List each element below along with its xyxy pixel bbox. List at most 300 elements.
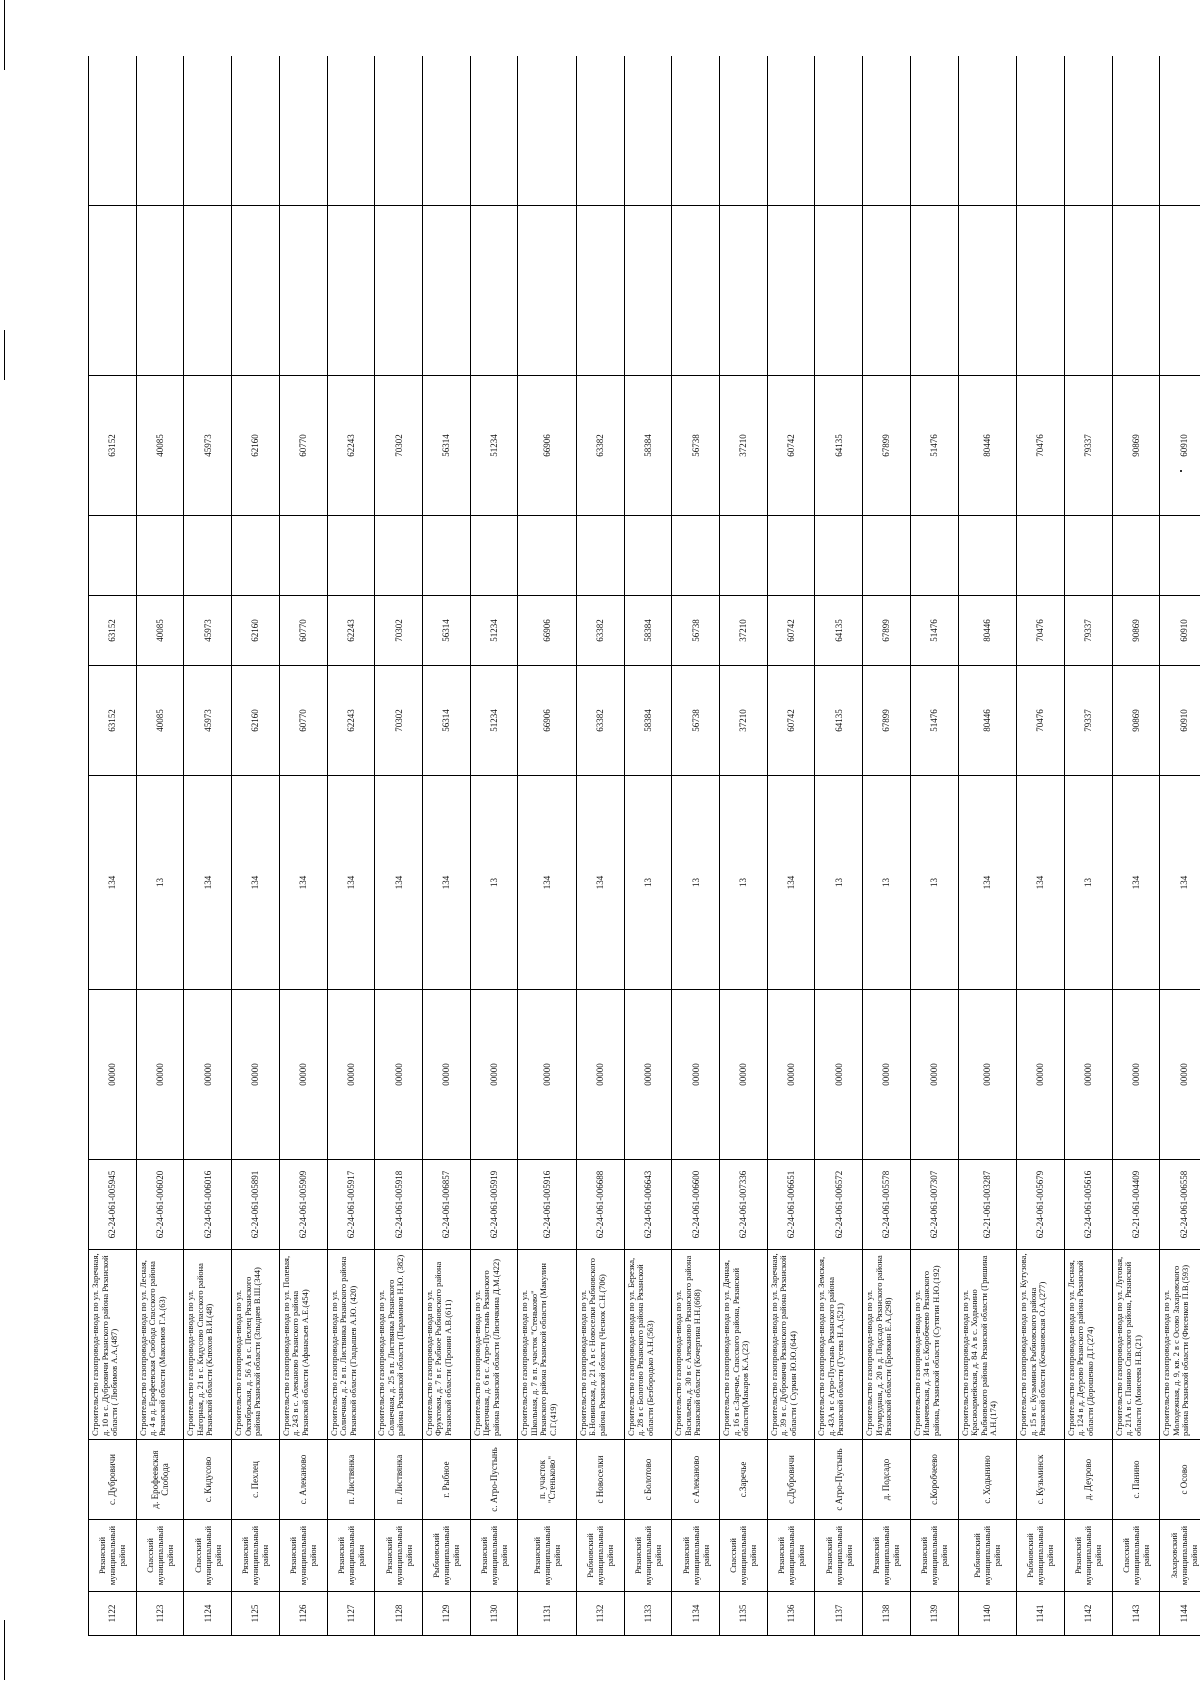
amount-cell-2: 40085 [136, 596, 184, 666]
amount-cell-2: 37210 [720, 596, 768, 666]
description-cell: Строительство газопровода-ввода по ул. Лесная, д. 4 в д. Ерофеевская Слобода Спасского района Рязанской области (Максимов Г.А.(63) [136, 1250, 184, 1440]
empty-cell [184, 206, 232, 376]
empty-cell [1064, 56, 1112, 206]
amount-cell-1: 40085 [136, 666, 184, 776]
empty-cell [910, 206, 958, 376]
empty-cell [375, 516, 423, 596]
table-row [232, 56, 280, 1636]
amount-cell-3: 70302 [375, 376, 423, 516]
empty-cell [767, 56, 815, 206]
district-cell: Рыбновский муниципальный район [422, 1520, 470, 1592]
locality-cell: п. участок "Стеньково" [518, 1440, 577, 1520]
amount-cell-2: 80446 [958, 596, 1017, 666]
district-cell: Спасский муниципальный район [136, 1520, 184, 1592]
district-cell: Рязанский муниципальный район [672, 1520, 720, 1592]
description-cell: Строительство газопровода-ввода по ул. Красноармейская, д. 84 А в с. Ходынино Рыбновского района Рязанской области (Гришина А.Н.(174) [958, 1250, 1017, 1440]
code-cell: 00000 [1160, 990, 1200, 1160]
kv-cell: 13 [815, 776, 863, 990]
cadastral-number-cell: 62-24-061-005909 [279, 1160, 327, 1250]
table-row [672, 56, 720, 1636]
amount-cell-2: 62243 [327, 596, 375, 666]
amount-cell-1: 62160 [232, 666, 280, 776]
empty-cell [863, 516, 911, 596]
scan-margin-line [4, 0, 5, 70]
amount-cell-1: 67899 [863, 666, 911, 776]
cadastral-number-cell: 62-24-061-005918 [375, 1160, 423, 1250]
amount-cell-2: 62160 [232, 596, 280, 666]
cadastral-number-cell: 62-24-061-005578 [863, 1160, 911, 1250]
empty-cell [518, 56, 577, 206]
table-row [576, 56, 624, 1636]
cadastral-number-cell: 62-24-061-006643 [624, 1160, 672, 1250]
amount-cell-2: 60770 [279, 596, 327, 666]
description-cell: Строительство газопровода-ввода по ул. Фруктовая, д. 7 в г. Рыбное Рыбновского района Рязанской области (Пронин А.В.(611) [422, 1250, 470, 1440]
code-cell: 00000 [672, 990, 720, 1160]
rotated-page [88, 56, 1200, 1636]
table-row [470, 56, 518, 1636]
amount-cell-1: 60910 [1160, 666, 1200, 776]
empty-cell [1160, 206, 1200, 376]
description-cell: Строительство газопровода-ввода по ул. Ильичевская, д. 34 в с.Коробчеево Рязанского района, Рязанской области (Сутягин Н.Ю.(192) [910, 1250, 958, 1440]
code-cell: 00000 [910, 990, 958, 1160]
cadastral-number-cell: 62-24-061-006688 [576, 1160, 624, 1250]
empty-cell [136, 516, 184, 596]
district-cell: Спасский муниципальный район [184, 1520, 232, 1592]
empty-cell [518, 206, 577, 376]
amount-cell-1: 80446 [958, 666, 1017, 776]
locality-cell: с. Алеканово [279, 1440, 327, 1520]
amount-cell-3: 67899 [863, 376, 911, 516]
empty-cell [184, 516, 232, 596]
kv-cell: 134 [767, 776, 815, 990]
district-cell: Рязанский муниципальный район [1064, 1520, 1112, 1592]
cadastral-number-cell: 62-24-061-006016 [184, 1160, 232, 1250]
amount-cell-1: 56314 [422, 666, 470, 776]
code-cell: 00000 [576, 990, 624, 1160]
empty-cell [1112, 56, 1160, 206]
table-row [815, 56, 863, 1636]
amount-cell-1: 63382 [576, 666, 624, 776]
empty-cell [422, 56, 470, 206]
empty-cell [1064, 206, 1112, 376]
locality-cell: с. Кидусово [184, 1440, 232, 1520]
empty-cell [624, 56, 672, 206]
scan-margin-line [4, 1620, 5, 1680]
cadastral-number-cell: 62-24-061-006600 [672, 1160, 720, 1250]
description-cell: Строительство газопровода-ввода по ул. Солнечная, д. 25 в п. Листвянка Рязанского района Рязанской области (Парамонов Н.Ю. (382) [375, 1250, 423, 1440]
amount-cell-1: 64135 [815, 666, 863, 776]
description-cell: Строительство газопровода-ввода по ул. Заречная, д. 10 в с. Дубровичи Рязанского района Рязанской области ( Любимов А.А.(487) [89, 1250, 137, 1440]
empty-cell [576, 206, 624, 376]
locality-cell: д. Подсадо [863, 1440, 911, 1520]
amount-cell-3: 62243 [327, 376, 375, 516]
empty-cell [910, 516, 958, 596]
cadastral-number-cell: 62-24-061-005917 [327, 1160, 375, 1250]
locality-cell: с. Агро-Пустынь [470, 1440, 518, 1520]
code-cell: 00000 [624, 990, 672, 1160]
empty-cell [1160, 516, 1200, 596]
empty-cell [767, 516, 815, 596]
empty-cell [184, 56, 232, 206]
code-cell: 00000 [863, 990, 911, 1160]
empty-cell [327, 516, 375, 596]
code-cell: 00000 [327, 990, 375, 1160]
kv-cell: 134 [1160, 776, 1200, 990]
description-cell: Строительство газопровода-ввода по ул. Кутузова, д. 15 в с. Кузьминск Рыбновского района Рязанской области (Кочановская О.А.(277) [1017, 1250, 1065, 1440]
kv-cell: 13 [910, 776, 958, 990]
empty-cell [720, 516, 768, 596]
empty-cell [672, 516, 720, 596]
code-cell: 00000 [815, 990, 863, 1160]
row-number: 1144 [1160, 1592, 1200, 1636]
locality-cell: с Осово [1160, 1440, 1200, 1520]
table-row [422, 56, 470, 1636]
kv-cell: 13 [720, 776, 768, 990]
empty-cell [279, 56, 327, 206]
empty-cell [232, 516, 280, 596]
table-row [1160, 56, 1200, 1636]
row-number: 1127 [327, 1592, 375, 1636]
table-row [767, 56, 815, 1636]
table-row [89, 56, 137, 1636]
amount-cell-2: 79337 [1064, 596, 1112, 666]
amount-cell-2: 63152 [89, 596, 137, 666]
row-number: 1123 [136, 1592, 184, 1636]
row-number: 1137 [815, 1592, 863, 1636]
cadastral-number-cell: 62-24-061-007307 [910, 1160, 958, 1250]
row-number: 1128 [375, 1592, 423, 1636]
empty-cell [910, 56, 958, 206]
locality-cell: с Алеканово [672, 1440, 720, 1520]
amount-cell-3: 60770 [279, 376, 327, 516]
amount-cell-2: 51234 [470, 596, 518, 666]
amount-cell-3: 90869 [1112, 376, 1160, 516]
empty-cell [624, 206, 672, 376]
description-cell: Строительство газопровода-ввода по ул. Березка, д. 28 в с Болотово Рязанского района Рязанской области (Безбородько А.Н.(563) [624, 1250, 672, 1440]
locality-cell: с Болотово [624, 1440, 672, 1520]
district-cell: Рязанский муниципальный район [279, 1520, 327, 1592]
amount-cell-1: 51234 [470, 666, 518, 776]
amount-cell-1: 79337 [1064, 666, 1112, 776]
amount-cell-3: 63152 [89, 376, 137, 516]
kv-cell: 134 [1112, 776, 1160, 990]
locality-cell: с. Пехлец [232, 1440, 280, 1520]
amount-cell-2: 51476 [910, 596, 958, 666]
amount-cell-3: 60910 [1160, 376, 1200, 516]
empty-cell [672, 206, 720, 376]
amount-cell-1: 51476 [910, 666, 958, 776]
amount-cell-3: 80446 [958, 376, 1017, 516]
row-number: 1133 [624, 1592, 672, 1636]
amount-cell-1: 37210 [720, 666, 768, 776]
cadastral-number-cell: 62-24-061-005891 [232, 1160, 280, 1250]
amount-cell-3: 56314 [422, 376, 470, 516]
amount-cell-1: 63152 [89, 666, 137, 776]
cadastral-number-cell: 62-24-061-006558 [1160, 1160, 1200, 1250]
amount-cell-2: 45973 [184, 596, 232, 666]
kv-cell: 13 [672, 776, 720, 990]
amount-cell-2: 56738 [672, 596, 720, 666]
amount-cell-3: 66906 [518, 376, 577, 516]
kv-cell: 13 [470, 776, 518, 990]
amount-cell-1: 90869 [1112, 666, 1160, 776]
empty-cell [767, 206, 815, 376]
district-cell: Рязанский муниципальный район [375, 1520, 423, 1592]
locality-cell: п. Листвянка [327, 1440, 375, 1520]
table-row [279, 56, 327, 1636]
table-row [863, 56, 911, 1636]
row-number: 1131 [518, 1592, 577, 1636]
row-number: 1142 [1064, 1592, 1112, 1636]
description-cell: Строительство газопровода-ввода по ул. Солнечная, д. 2 в п. Листвянка Рязанского района Рязанской области (Гладышев А.Ю. (420) [327, 1250, 375, 1440]
row-number: 1124 [184, 1592, 232, 1636]
empty-cell [1160, 56, 1200, 206]
empty-cell [1112, 206, 1160, 376]
district-cell: Рыбновский муниципальный район [958, 1520, 1017, 1592]
empty-cell [624, 516, 672, 596]
locality-cell: с. Кузьминск [1017, 1440, 1065, 1520]
locality-cell: с. Дубровичи [89, 1440, 137, 1520]
table-row [1064, 56, 1112, 1636]
locality-cell: с Новоселки [576, 1440, 624, 1520]
row-number: 1138 [863, 1592, 911, 1636]
code-cell: 00000 [1064, 990, 1112, 1160]
amount-cell-3: 58384 [624, 376, 672, 516]
district-cell: Рязанский муниципальный район [327, 1520, 375, 1592]
district-cell: Рязанский муниципальный район [470, 1520, 518, 1592]
description-cell: Строительство газопровода-ввода по ул. Земская, д. 43А в с Агро-Пустынь Рязанского района Рязанской области (Гусева Н.А.(521) [815, 1250, 863, 1440]
locality-cell: с.Коробчеево [910, 1440, 958, 1520]
amount-cell-2: 70476 [1017, 596, 1065, 666]
row-number: 1135 [720, 1592, 768, 1636]
kv-cell: 134 [576, 776, 624, 990]
row-number: 1140 [958, 1592, 1017, 1636]
row-number: 1134 [672, 1592, 720, 1636]
kv-cell: 134 [279, 776, 327, 990]
amount-cell-1: 70302 [375, 666, 423, 776]
kv-cell: 134 [1017, 776, 1065, 990]
amount-cell-2: 66906 [518, 596, 577, 666]
code-cell: 00000 [232, 990, 280, 1160]
amount-cell-3: 79337 [1064, 376, 1112, 516]
kv-cell: 134 [958, 776, 1017, 990]
description-cell: Строительство газопровода-ввода по ул. Васильева, д. 30 в с Алеканово Рязанского района Рязанской области (Кочергина Н.Н.(668) [672, 1250, 720, 1440]
amount-cell-2: 60742 [767, 596, 815, 666]
cadastral-number-cell: 62-21-061-004409 [1112, 1160, 1160, 1250]
district-cell: Рязанский муниципальный район [518, 1520, 577, 1592]
district-cell: Рязанский муниципальный район [624, 1520, 672, 1592]
empty-cell [1017, 56, 1065, 206]
empty-cell [815, 206, 863, 376]
description-cell: Строительство газопровода-ввода по ул. Заречная, д. 39 в с. Дубровичи Рязанского района Рязанской области ( Суркин Ю.Ю.(644) [767, 1250, 815, 1440]
document-sheet [88, 56, 1200, 1636]
empty-cell [136, 56, 184, 206]
code-cell: 00000 [720, 990, 768, 1160]
amount-cell-3: 70476 [1017, 376, 1065, 516]
row-number: 1125 [232, 1592, 280, 1636]
code-cell: 00000 [136, 990, 184, 1160]
amount-cell-3: 56738 [672, 376, 720, 516]
code-cell: 00000 [1112, 990, 1160, 1160]
empty-cell [422, 516, 470, 596]
amount-cell-3: 60742 [767, 376, 815, 516]
scan-margin-line [4, 330, 5, 380]
kv-cell: 134 [232, 776, 280, 990]
amount-cell-2: 60910 [1160, 596, 1200, 666]
code-cell: 00000 [767, 990, 815, 1160]
empty-cell [863, 56, 911, 206]
empty-cell [518, 516, 577, 596]
empty-cell [672, 56, 720, 206]
empty-cell [136, 206, 184, 376]
cadastral-number-cell: 62-24-061-006020 [136, 1160, 184, 1250]
code-cell: 00000 [184, 990, 232, 1160]
cadastral-number-cell: 62-24-061-006857 [422, 1160, 470, 1250]
amount-cell-2: 67899 [863, 596, 911, 666]
table-row [1112, 56, 1160, 1636]
empty-cell [815, 516, 863, 596]
row-number: 1130 [470, 1592, 518, 1636]
empty-cell [232, 56, 280, 206]
empty-cell [720, 206, 768, 376]
district-cell: Рязанский муниципальный район [910, 1520, 958, 1592]
empty-cell [470, 206, 518, 376]
empty-cell [863, 206, 911, 376]
empty-cell [327, 206, 375, 376]
amount-cell-1: 60770 [279, 666, 327, 776]
cadastral-number-cell: 62-24-061-007336 [720, 1160, 768, 1250]
code-cell: 00000 [422, 990, 470, 1160]
row-number: 1132 [576, 1592, 624, 1636]
description-cell: Строительство газопровода-ввода по ул. Цветочная, д. 6 в с. Агро-Пустынь Рязанского района Рязанской области (Лисичкина Д.М.(422) [470, 1250, 518, 1440]
code-cell: 00000 [1017, 990, 1065, 1160]
kv-cell: 134 [375, 776, 423, 990]
table-body [89, 56, 1200, 1636]
kv-cell: 134 [184, 776, 232, 990]
empty-cell [1064, 516, 1112, 596]
code-cell: 00000 [375, 990, 423, 1160]
amount-cell-2: 70302 [375, 596, 423, 666]
cadastral-number-cell: 62-24-061-006651 [767, 1160, 815, 1250]
empty-cell [375, 56, 423, 206]
description-cell: Строительство газопровода-ввода по ул. Октябрьская, д. 56 А в с. Пехлец Рязанского района Рязанской области (Злыднев В.Ш.(344) [232, 1250, 280, 1440]
amount-cell-3: 45973 [184, 376, 232, 516]
locality-cell: с. Ходынино [958, 1440, 1017, 1520]
cadastral-number-cell: 62-24-061-006572 [815, 1160, 863, 1250]
amount-cell-2: 90869 [1112, 596, 1160, 666]
table-row [1017, 56, 1065, 1636]
empty-cell [958, 516, 1017, 596]
description-cell: Строительство газопровода-ввода по ул. Лесная, д. 124 в д. Деурово Рязанского района Рязанской области (Дорошенко Д.Г.(274) [1064, 1250, 1112, 1440]
table-row [910, 56, 958, 1636]
cadastral-number-cell: 62-21-061-003287 [958, 1160, 1017, 1250]
kv-cell: 134 [422, 776, 470, 990]
amount-cell-1: 70476 [1017, 666, 1065, 776]
description-cell: Строительство газопровода-ввода по ул. Луговая, д. 21А в с. Панино Спасского района, Рязанской области (Моисеева Н.В.(21) [1112, 1250, 1160, 1440]
cadastral-number-cell: 62-24-061-005616 [1064, 1160, 1112, 1250]
row-number: 1141 [1017, 1592, 1065, 1636]
gas-connection-table [88, 56, 1200, 1636]
description-cell: Строительство газопровода-ввода по ул. Полевая, д. 243 в с. Алеканово Рязанского района Рязанской области (Афанасьев А.Е.(454) [279, 1250, 327, 1440]
empty-cell [375, 206, 423, 376]
empty-cell [958, 206, 1017, 376]
district-cell: Рязанский муниципальный район [89, 1520, 137, 1592]
amount-cell-3: 64135 [815, 376, 863, 516]
cadastral-number-cell: 62-24-061-005945 [89, 1160, 137, 1250]
code-cell: 00000 [518, 990, 577, 1160]
district-cell: Рязанский муниципальный район [863, 1520, 911, 1592]
empty-cell [720, 56, 768, 206]
amount-cell-1: 56738 [672, 666, 720, 776]
row-number: 1126 [279, 1592, 327, 1636]
description-cell: Строительство газопровода-ввода по ул. Нагорная, д. 21 в с. Кидусово Спасского района Рязанской области (Клюхов В.И.(48) [184, 1250, 232, 1440]
cadastral-number-cell: 62-24-061-005679 [1017, 1160, 1065, 1250]
district-cell: Рязанский муниципальный район [767, 1520, 815, 1592]
code-cell: 00000 [470, 990, 518, 1160]
empty-cell [327, 56, 375, 206]
kv-cell: 13 [136, 776, 184, 990]
row-number: 1122 [89, 1592, 137, 1636]
locality-cell: д. Ерофеевская Слобода [136, 1440, 184, 1520]
amount-cell-2: 63382 [576, 596, 624, 666]
row-number: 1143 [1112, 1592, 1160, 1636]
amount-cell-1: 60742 [767, 666, 815, 776]
table-row [375, 56, 423, 1636]
kv-cell: 134 [518, 776, 577, 990]
empty-cell [1017, 206, 1065, 376]
empty-cell [89, 516, 137, 596]
amount-cell-3: 51234 [470, 376, 518, 516]
row-number: 1136 [767, 1592, 815, 1636]
district-cell: Захаровский муниципальный район [1160, 1520, 1200, 1592]
row-number: 1129 [422, 1592, 470, 1636]
amount-cell-3: 63382 [576, 376, 624, 516]
description-cell: Строительство газопровода-ввода по ул. Дачная, д. 16 в с.Заречье, Спасского района, Рязанской области(Макаров К.А.(23) [720, 1250, 768, 1440]
code-cell: 00000 [89, 990, 137, 1160]
amount-cell-2: 56314 [422, 596, 470, 666]
amount-cell-1: 45973 [184, 666, 232, 776]
table-row [184, 56, 232, 1636]
amount-cell-1: 62243 [327, 666, 375, 776]
empty-cell [815, 56, 863, 206]
cadastral-number-cell: 62-24-061-005916 [518, 1160, 577, 1250]
table-row [720, 56, 768, 1636]
kv-cell: 13 [1064, 776, 1112, 990]
empty-cell [1017, 516, 1065, 596]
amount-cell-1: 58384 [624, 666, 672, 776]
amount-cell-2: 58384 [624, 596, 672, 666]
kv-cell: 134 [89, 776, 137, 990]
description-cell: Строительство газопровода-ввода по ул. Б.Новинская, д. 21 А в с Новоселки Рыбновского района Рязанской области (Чеснок С.Н.(706) [576, 1250, 624, 1440]
amount-cell-3: 37210 [720, 376, 768, 516]
description-cell: Строительство газопровода-ввода по ул. Школьная, д. 7 в п. участок "Стеньково" Рязанского района Рязанской области (Макулин С.Г.(419) [518, 1250, 577, 1440]
empty-cell [576, 516, 624, 596]
district-cell: Спасский муниципальный район [1112, 1520, 1160, 1592]
district-cell: Спасский муниципальный район [720, 1520, 768, 1592]
district-cell: Рязанский муниципальный район [815, 1520, 863, 1592]
amount-cell-1: 66906 [518, 666, 577, 776]
district-cell: Рыбновский муниципальный район [1017, 1520, 1065, 1592]
empty-cell [89, 206, 137, 376]
description-cell: Строительство газопровода-ввода по ул. Молодежная, д. 9, кв. 2 в с Осово Захаровского района Рязанской области (Фисенков П.В.(593) [1160, 1250, 1200, 1440]
locality-cell: с.Заречье [720, 1440, 768, 1520]
code-cell: 00000 [279, 990, 327, 1160]
table-row [327, 56, 375, 1636]
empty-cell [470, 516, 518, 596]
locality-cell: п. Листвянка [375, 1440, 423, 1520]
kv-cell: 134 [327, 776, 375, 990]
amount-cell-2: 64135 [815, 596, 863, 666]
